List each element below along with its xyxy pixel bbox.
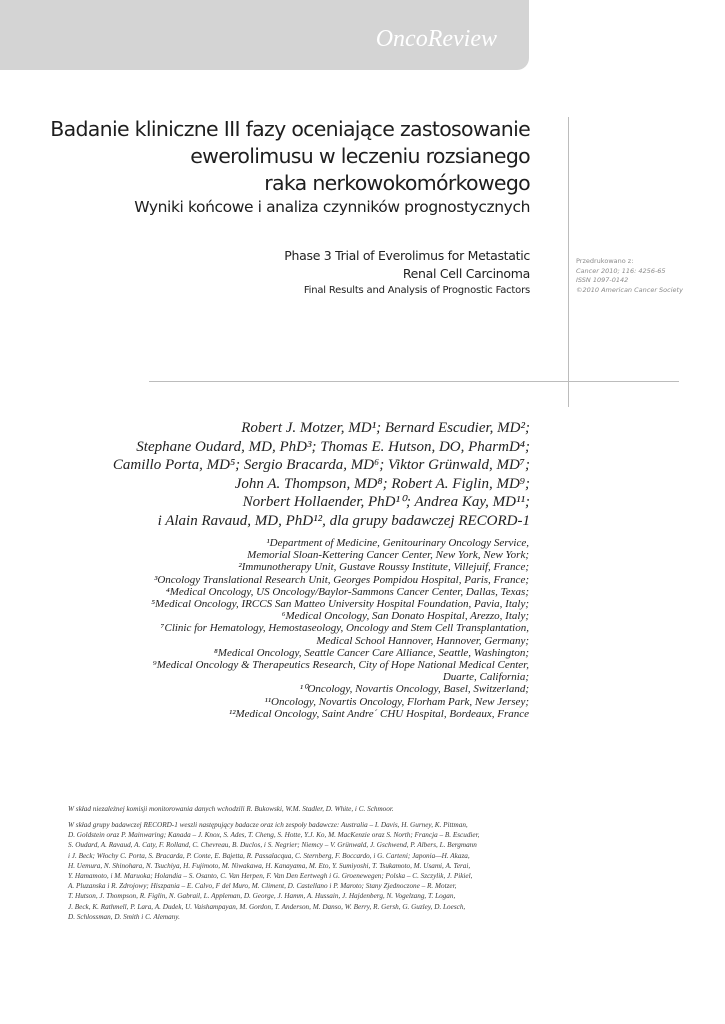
affiliation-line: Duarte, California; [442, 671, 529, 684]
affiliation-line: ⁵Medical Oncology, IRCCS San Matteo University Hospital Foundation, Pavia, Italy; [151, 598, 529, 611]
footnote-line: i J. Beck; Włochy C. Porta, S. Bracarda, P. Conte, E. Bajetta, R. Passalacqua, C. Sternberg, F. Boccardo, i G. Carteni; Japonia—H. Akaza, [68, 851, 470, 860]
affiliation-line: Memorial Sloan-Kettering Cancer Center, New York, New York; [247, 549, 529, 562]
affiliation-line: ⁴Medical Oncology, US Oncology/Baylor-Sammons Cancer Center, Dallas, Texas; [165, 585, 529, 598]
affiliation-line: ⁸Medical Oncology, Seattle Cancer Care Alliance, Seattle, Washington; [213, 646, 529, 659]
title-english [130, 247, 530, 298]
vertical-divider [568, 117, 569, 407]
affiliation-line: ¹¹Oncology, Novartis Oncology, Florham Park, New Jersey; [264, 695, 529, 708]
english-title-line: Renal Cell Carcinoma [402, 266, 530, 281]
affiliation-line: ¹⁰Oncology, Novartis Oncology, Basel, Switzerland; [299, 683, 529, 696]
author-line: Stephane Oudard, MD, PhD³; Thomas E. Hutson, DO, PharmD⁴; [136, 438, 530, 455]
footnote-line: A. Pluzanska i R. Zdrojowy; Hiszpania – E. Calvo, F del Muro, M. Climent, D. Castellano i P. Maroto; Stany Zjednoczone – R. Motzer, [68, 882, 457, 891]
horizontal-divider [149, 381, 679, 382]
reprint-label: Przedrukowano z: [576, 257, 634, 265]
reprint-copyright: ©2010 American Cancer Society [576, 285, 683, 294]
affiliation-line: ⁷Clinic for Hematology, Hemostaseology, Oncology and Stem Cell Transplantation, [160, 622, 529, 635]
affiliation-line: Medical School Hannover, Hannover, Germany; [316, 634, 529, 647]
journal-name: OncoReview [375, 26, 497, 52]
title-polish [10, 116, 530, 218]
reprint-citation: Cancer 2010; 116: 4256-65 [576, 266, 666, 275]
reprint-info [576, 257, 716, 295]
study-group-footnote [68, 820, 628, 922]
affiliation-line: ²Immunotherapy Unit, Gustave Roussy Institute, Villejuif, France; [238, 561, 529, 574]
footnote-line: T. Hutson, J. Thompson, R. Figlin, N. Gabrail, L. Appleman, D. George, J. Hamm, A. Hussain, J. Hajdenberg, N. Vogelzang, T. Logan, [68, 892, 456, 901]
english-title-line: Phase 3 Trial of Everolimus for Metastatic [284, 248, 530, 263]
committee-footnote [68, 798, 628, 816]
author-line: i Alain Ravaud, MD, PhD¹², dla grupy badawczej RECORD-1 [157, 512, 530, 529]
author-list [10, 419, 530, 530]
affiliation-line: ¹²Medical Oncology, Saint Andre´ CHU Hospital, Bordeaux, France [228, 707, 529, 720]
footnote-line: D. Goldstein oraz P. Mainwaring; Kanada – J. Knox, S. Ades, T. Cheng, S. Hotte, Y.J. Ko, M. MacKenzie oraz S. North; Francja – B. Escudier, [68, 831, 480, 840]
english-subtitle: Final Results and Analysis of Prognostic Factors [303, 285, 530, 296]
affiliation-line: ⁹Medical Oncology & Therapeutics Research, City of Hope National Medical Center, [152, 659, 529, 672]
affiliation-line: ³Oncology Translational Research Unit, Georges Pompidou Hospital, Paris, France; [154, 573, 529, 586]
affiliation-list [9, 537, 529, 720]
footnote-line: S. Oudard, A. Ravaud, A. Caty, F. Rolland, C. Chevreau, B. Duclos, i S. Negrier; Niemcy – V. Grünwald, J. Gschwend, P. Albers, L. Bergmann [68, 841, 477, 850]
title-subtitle: Wyniki końcowe i analiza czynników prognostycznych [134, 198, 530, 216]
footnote-line: J. Beck, K. Rathmell, P. Lara, A. Dudek, U. Vaishampayan, M. Gordon, T. Anderson, M. Danso, W. Berry, R. Gersh, G. Guzley, D. Loesch, [68, 902, 466, 911]
affiliation-line: ⁶Medical Oncology, San Donato Hospital, Arezzo, Italy; [281, 610, 529, 623]
title-line: Badanie kliniczne III fazy oceniające zastosowanie [50, 117, 530, 141]
reprint-issn: ISSN 1097-0142 [576, 276, 629, 284]
footnote-line: Y. Hamamoto, i M. Maruoka; Holandia – S. Osanto, C. Van Herpen, F. Van Den Eertwegh i G. Groenewegen; Polska – C. Szczylik, J. Pikiel, [68, 872, 473, 881]
author-line: John A. Thompson, MD⁸; Robert A. Figlin, MD⁹; [234, 475, 530, 492]
title-line: ewerolimusu w leczeniu rozsianego [190, 144, 530, 168]
footnote-line: H. Uemura, N. Shinohara, N. Tsuchiya, H. Fujimoto, M. Niwakawa, H. Kanayama, M. Eto, Y. Sumiyoshi, T. Tsukamoto, M. Usami, A. Terai, [68, 861, 471, 870]
committee-footnote-text: W skład niezależnej komisji monitorowania danych wchodzili R. Bukowski, W.M. Stadler, D. White, i C. Schmoor. [68, 805, 394, 813]
title-line: raka nerkowokomórkowego [264, 171, 530, 195]
author-line: Camillo Porta, MD⁵; Sergio Bracarda, MD⁶; Viktor Grünwald, MD⁷; [112, 457, 530, 473]
footnote-line: W skład grupy badawczej RECORD-1 weszli następujący badacze oraz ich zespoły badawcze: Australia – I. Davis, H. Gurney, K. Pittman, [68, 821, 468, 829]
affiliation-line: ¹Department of Medicine, Genitourinary Oncology Service, [266, 537, 529, 549]
footnote-line: D. Schlossman, D. Smith i C. Alemany. [68, 912, 180, 921]
author-line: Robert J. Motzer, MD¹; Bernard Escudier, MD²; [241, 420, 530, 436]
author-line: Norbert Hollaender, PhD¹⁰; Andrea Kay, MD¹¹; [242, 494, 530, 510]
journal-header [0, 0, 529, 70]
